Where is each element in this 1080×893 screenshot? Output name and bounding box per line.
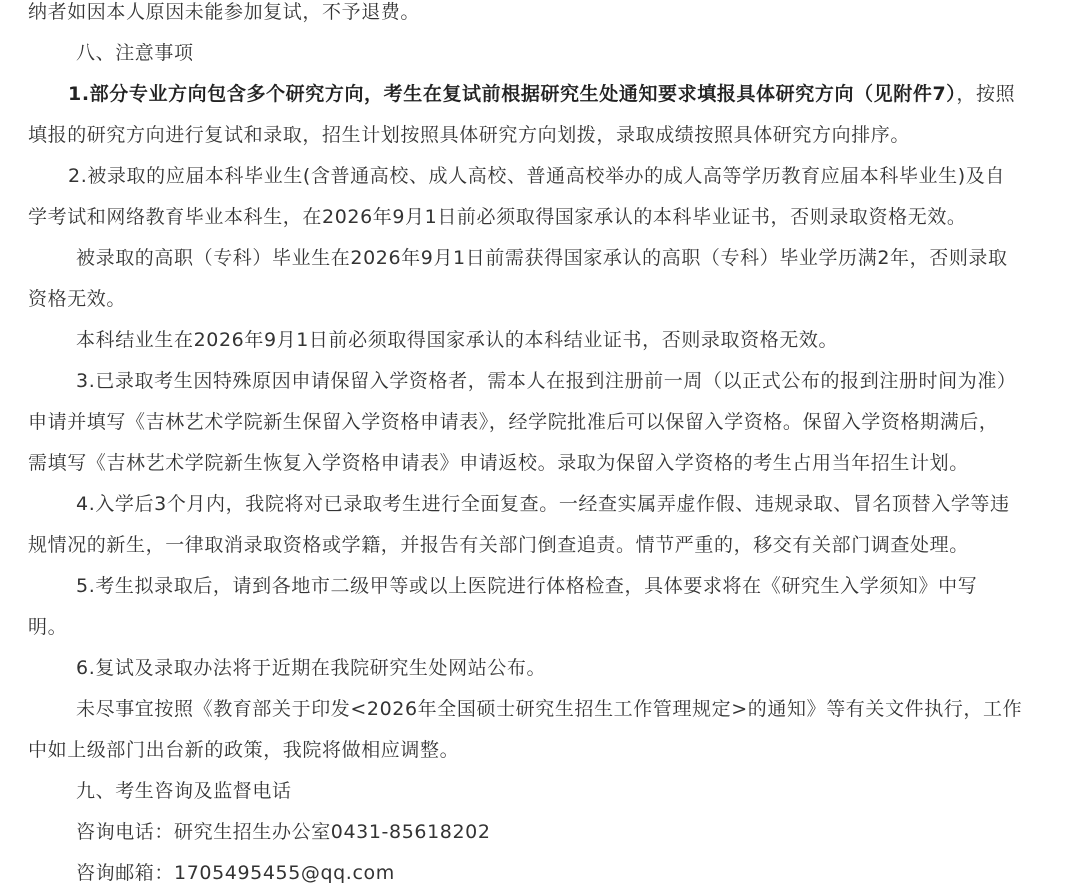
item-1-line-2: 填报的研究方向进行复试和录取，招生计划按照具体研究方向划拨，录取成绩按照具体研究方向排序。 bbox=[28, 124, 911, 146]
item-1-line-1 bbox=[68, 82, 1015, 106]
item-6-line: 6.复试及录取办法将于近期在我院研究生处网站公布。 bbox=[76, 657, 547, 679]
item-4-line-2: 规情况的新生，一律取消录取资格或学籍，并报告有关部门倒查追责。情节严重的，移交有关部门调查处理。 bbox=[28, 534, 969, 556]
contact-email: 咨询邮箱：1705495455@qq.com bbox=[76, 862, 395, 884]
item-2b-line-1: 被录取的高职（专科）毕业生在2026年9月1日前需获得国家承认的高职（专科）毕业学历满2年，否则录取 bbox=[76, 247, 1008, 269]
item-1-bold-text: 1.部分专业方向包含多个研究方向，考生在复试前根据研究生处通知要求填报具体研究方向（见附件7） bbox=[68, 83, 957, 105]
item-5-line-1: 5.考生拟录取后，请到各地市二级甲等或以上医院进行体格检查，具体要求将在《研究生入学须知》中写 bbox=[76, 575, 978, 597]
item-3-line-3: 需填写《吉林艺术学院新生恢复入学资格申请表》申请返校。录取为保留入学资格的考生占用当年招生计划。 bbox=[28, 452, 969, 474]
item-4-line-1: 4.入学后3个月内，我院将对已录取考生进行全面复查。一经查实属弄虚作假、违规录取、冒名顶替入学等违 bbox=[76, 493, 1010, 515]
item-3-line-1: 3.已录取考生因特殊原因申请保留入学资格者，需本人在报到注册前一周（以正式公布的报到注册时间为准） bbox=[76, 370, 1017, 392]
contact-phone: 咨询电话：研究生招生办公室0431-85618202 bbox=[76, 821, 491, 843]
intro-line: 纳者如因本人原因未能参加复试，不予退费。 bbox=[28, 1, 421, 23]
item-2-line-2: 学考试和网络教育毕业本科生，在2026年9月1日前必须取得国家承认的本科毕业证书，否则录取资格无效。 bbox=[28, 206, 967, 228]
item-2-line-1: 2.被录取的应届本科毕业生(含普通高校、成人高校、普通高校举办的成人高等学历教育应届本科毕业生)及自 bbox=[68, 165, 1005, 187]
section-8-heading: 八、注意事项 bbox=[76, 42, 194, 64]
note-line-2: 中如上级部门出台新的政策，我院将做相应调整。 bbox=[28, 739, 460, 761]
item-1-tail-text: ，按照 bbox=[956, 83, 1016, 105]
section-9-heading: 九、考生咨询及监督电话 bbox=[76, 780, 292, 802]
note-line-1: 未尽事宜按照《教育部关于印发<2026年全国硕士研究生招生工作管理规定>的通知》等有关文件执行，工作 bbox=[76, 698, 1023, 720]
item-5-line-2: 明。 bbox=[28, 616, 68, 638]
item-2c-line: 本科结业生在2026年9月1日前必须取得国家承认的本科结业证书，否则录取资格无效。 bbox=[76, 329, 839, 351]
item-3-line-2: 申请并填写《吉林艺术学院新生保留入学资格申请表》，经学院批准后可以保留入学资格。保留入学资格期满后， bbox=[28, 411, 999, 433]
item-2b-line-2: 资格无效。 bbox=[28, 288, 127, 310]
